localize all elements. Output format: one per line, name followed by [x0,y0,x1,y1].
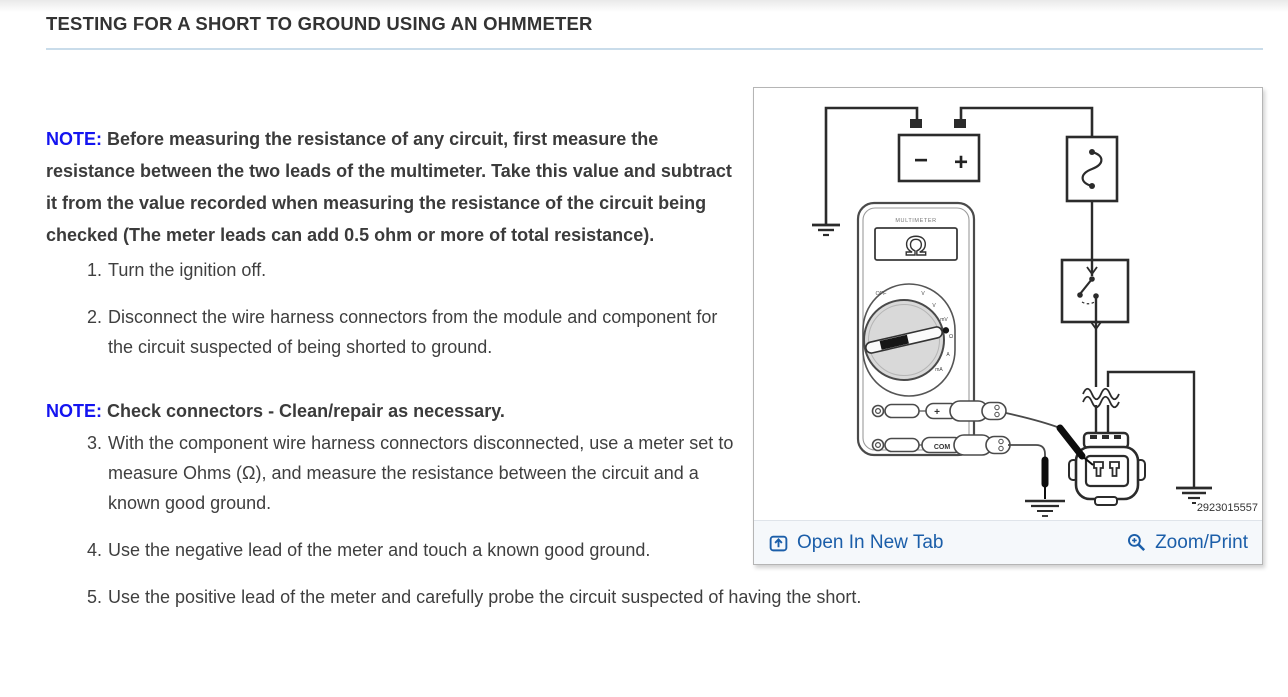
dial-symbol-v-ac: V [921,291,925,297]
open-in-new-tab-link[interactable] [768,532,943,554]
step-number: 5. [86,587,102,607]
note-label: NOTE: [46,401,102,421]
step-text: Use the negative lead of the meter and touch a known good ground. [108,540,651,560]
dial-symbol-a: A [946,352,950,358]
dial-symbol-ma: mA [935,367,943,373]
multimeter [858,203,1010,455]
dial-symbol-mv: mV [940,317,948,323]
jack-com-label: COM [933,444,951,451]
step-number: 3. [86,433,102,453]
zoom-print-label: Zoom/Print [1155,531,1248,553]
step-text: Use the positive lead of the meter and carefully probe the circuit suspected of having the short. [108,587,862,607]
multimeter-label: MULTIMETER [895,218,937,224]
note-text: Check connectors - Clean/repair as necessary. [107,401,505,421]
figure-ref-number: 2923015557 [1196,502,1258,514]
zoom-print-link[interactable] [1126,532,1248,554]
battery-plus-label: + [953,149,969,176]
component-connector [1069,433,1145,505]
figure-panel [753,87,1263,565]
figure-toolbar [754,520,1262,564]
ohms-display-symbol: Ω [905,231,927,261]
step-number: 2. [86,307,102,327]
battery-minus-label: − [913,147,929,174]
step-text: With the component wire harness connectors disconnected, use a meter set to measure Ohms (Ω), and measure the resistance between the circuit and a known good ground. [108,433,734,513]
fuse [1067,137,1117,276]
step-item [46,582,1263,612]
title-divider [46,48,1263,50]
step-number: 4. [86,540,102,560]
dial-off-label: OFF [875,291,887,297]
note-text: Before measuring the resistance of any circuit, first measure the resistance between the two leads of the multimeter. Take this value and subtract it from the value recorded when measuring the resistance of the circuit being checked (The meter leads can add 0.5 ohm or more of total resistance). [46,129,732,245]
jack-plus-label: + [934,407,940,418]
step-text: Disconnect the wire harness connectors from the module and component for the circuit suspected of being shorted to ground. [108,307,718,357]
open-in-new-tab-label: Open In New Tab [797,531,944,553]
magnifier-plus-icon [1126,532,1147,553]
step-number: 1. [86,260,102,280]
note-label: NOTE: [46,129,102,149]
dial-symbol-ohm: Ω [948,334,954,340]
step-text: Turn the ignition off. [108,260,267,280]
dial-symbol-v-dc: V [932,303,936,309]
open-in-new-tab-icon [768,532,789,553]
page-title: TESTING FOR A SHORT TO GROUND USING AN OHMMETER [46,13,593,34]
switch [1062,260,1128,340]
circuit-diagram [754,88,1262,520]
